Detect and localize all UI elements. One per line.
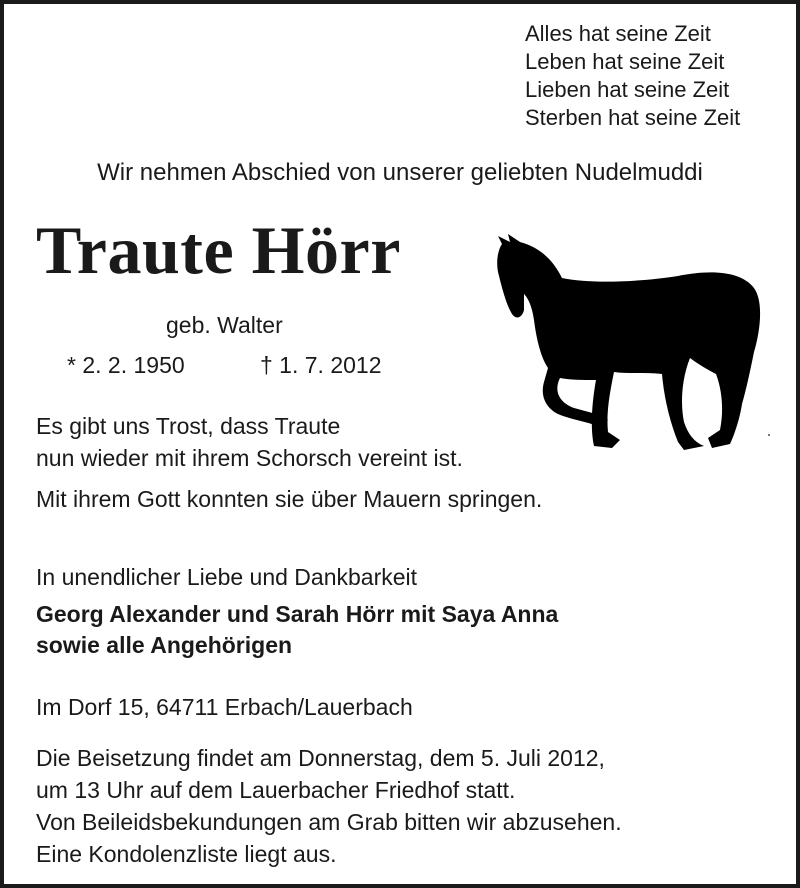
print-speck xyxy=(768,434,770,436)
family-line: Georg Alexander und Sarah Hörr mit Saya Anna xyxy=(36,601,559,627)
poem-line: Lieben hat seine Zeit xyxy=(525,77,730,102)
funeral-line: um 13 Uhr auf dem Lauerbacher Friedhof statt. xyxy=(36,777,516,803)
funeral-details xyxy=(36,742,622,870)
comfort-line: nun wieder mit ihrem Schorsch vereint ist. xyxy=(36,445,463,471)
family-names xyxy=(36,599,558,661)
funeral-line: Eine Kondolenzliste liegt aus. xyxy=(36,841,337,867)
poem-line: Alles hat seine Zeit xyxy=(525,21,711,46)
death-date: † 1. 7. 2012 xyxy=(260,352,382,378)
poem-line: Leben hat seine Zeit xyxy=(525,49,725,74)
family-line: sowie alle Angehörigen xyxy=(36,632,293,658)
horse-silhouette-icon xyxy=(494,232,764,454)
poem xyxy=(525,20,740,132)
poem-line: Sterben hat seine Zeit xyxy=(525,105,741,130)
birth-name: geb. Walter xyxy=(166,312,283,338)
funeral-line: Die Beisetzung findet am Donnerstag, dem 5. Juli 2012, xyxy=(36,745,605,771)
faith-line: Mit ihrem Gott konnten sie über Mauern springen. xyxy=(36,486,543,512)
comfort-text xyxy=(36,410,463,474)
deceased-name: Traute Hörr xyxy=(36,212,401,288)
love-line: In unendlicher Liebe und Dankbarkeit xyxy=(36,564,418,590)
funeral-line: Von Beileidsbekundungen am Grab bitten wir abzusehen. xyxy=(36,809,622,835)
birth-date: * 2. 2. 1950 xyxy=(67,352,185,378)
comfort-line: Es gibt uns Trost, dass Traute xyxy=(36,413,341,439)
intro-line: Wir nehmen Abschied von unserer geliebten Nudelmuddi xyxy=(97,159,703,186)
address: Im Dorf 15, 64711 Erbach/Lauerbach xyxy=(36,694,413,720)
